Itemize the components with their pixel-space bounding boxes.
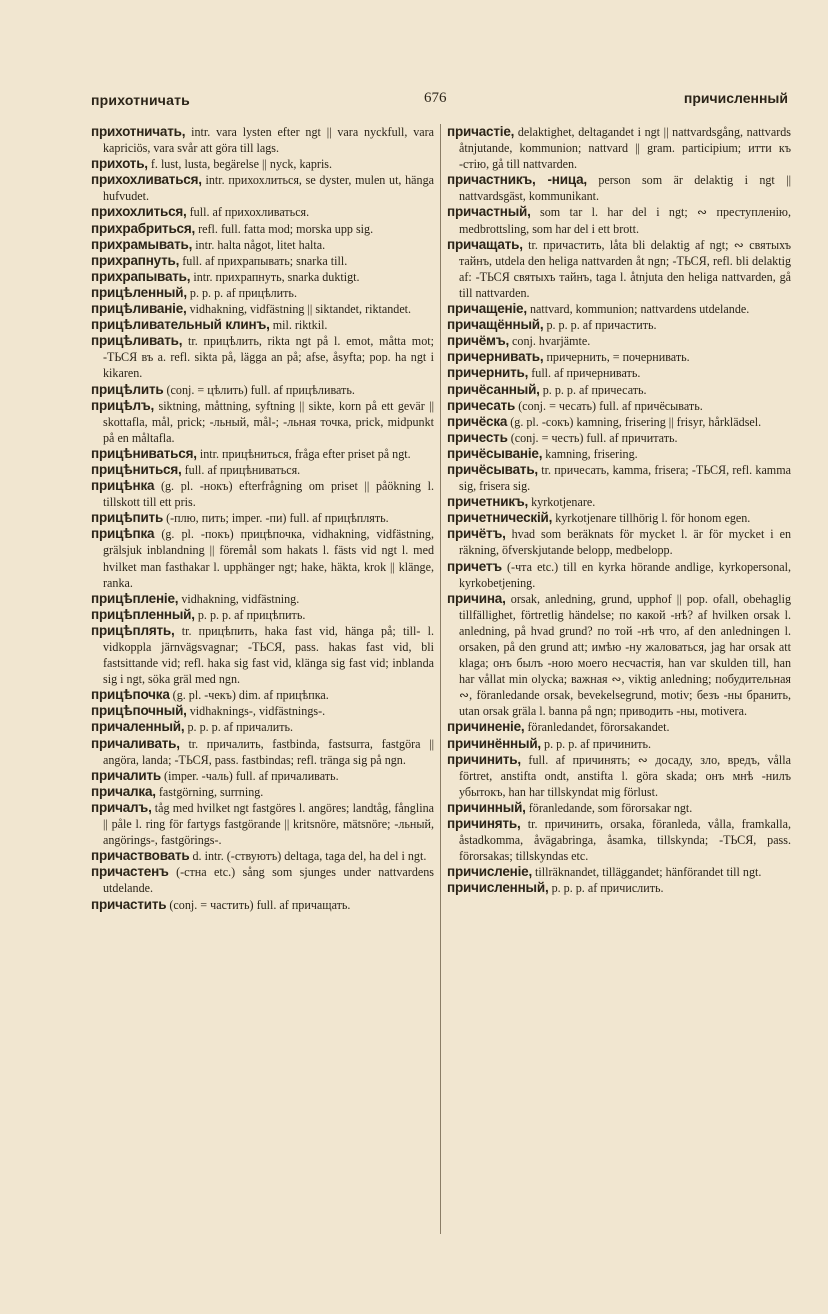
entry-definition: p. p. p. af прицѣлить.	[186, 285, 297, 300]
dictionary-entry	[447, 736, 791, 752]
running-head-left: прихотничать	[91, 92, 190, 108]
entry-headword: прихохливаться,	[91, 172, 202, 188]
dictionary-entry	[91, 301, 434, 317]
entry-headword: прицѣпка	[91, 526, 155, 542]
entry-definition: siktning, måttning, syftning || sikte, korn på ett gevär || skottafla, mål, prick; -льный, mål-; -льная точка, prick, midpunkt på en måltafla.	[103, 398, 434, 445]
entry-headword: прицѣпочный,	[91, 703, 187, 719]
entry-definition: kyrkotjenare.	[528, 495, 596, 510]
entry-headword: причёсанный,	[447, 381, 540, 397]
entry-headword: прицѣпочка	[91, 687, 170, 703]
dictionary-entry	[447, 398, 791, 414]
entry-headword: прихотничать,	[91, 124, 186, 139]
entry-definition: p. p. p. af причалить.	[184, 720, 294, 735]
dictionary-entry	[447, 591, 791, 720]
dictionary-entry	[91, 333, 434, 381]
entry-headword: прицѣпить	[91, 510, 164, 526]
entry-headword: причастникъ, -ница,	[447, 172, 587, 188]
entry-definition: (g. pl. -чекъ) dim. af прицѣпка.	[169, 688, 329, 703]
dictionary-entry	[447, 317, 791, 333]
entry-definition: tr. причалить, fastbinda, fastsurra, fastgöra || angöra, landa; -ТЬСЯ, pass. fastbindas; refl. tränga sig på ngn.	[103, 736, 434, 767]
dictionary-entry	[447, 172, 791, 204]
entry-definition: tr. причинить, orsaka, föranleda, vålla, framkalla, åstadkomma, åvägabringa, åsamka, tillskynda; -ТЬСЯ, pass. förorsakas; tillskyndas etc.	[459, 817, 791, 864]
entry-headword: прицѣленный,	[91, 284, 187, 300]
dictionary-entry	[91, 607, 434, 623]
entry-definition: (g. pl. -покъ) прицѣпочка, vidhakning, vidfästning, grälsjuk inblandning || föremål som hakats l. fästs vid ngt l. med hvilket man fasthakar l. upphänger ngt; hake, häkta, krok || klänge, ranka.	[103, 527, 434, 590]
entry-headword: причащённый,	[447, 317, 544, 333]
entry-definition: (imper. -чаль) full. af причаливать.	[161, 768, 339, 783]
entry-headword: причалка,	[91, 783, 156, 799]
entry-headword: причиненіе,	[447, 719, 525, 735]
entry-definition: mil. riktkil.	[269, 318, 328, 333]
entry-definition: conj. hvarjämte.	[509, 334, 591, 349]
dictionary-entry	[447, 816, 791, 864]
entry-definition: (-плю, пить; imper. -пи) full. af прицѣплять.	[163, 511, 389, 526]
entry-definition: föranledandet, förorsakandet.	[524, 720, 670, 735]
entry-headword: прихоть,	[91, 156, 148, 172]
dictionary-entry	[447, 559, 791, 591]
dictionary-entry	[91, 768, 434, 784]
dictionary-entry	[91, 800, 434, 848]
entry-headword: прицѣниваться,	[91, 445, 197, 461]
entry-definition: tr. причесать, kamma, frisera; -ТЬСЯ, refl. kamma sig, frisera sig.	[459, 462, 791, 494]
dictionary-entry	[91, 478, 434, 510]
left-column	[91, 124, 434, 913]
entry-definition: tåg med hvilket ngt fastgöres l. angöres; landtåg, fånglina || påle l. ring för fartygs fastgörande || kritsnöre, mätsnöre; -льный, angörings-, fastgörings-.	[103, 800, 434, 848]
entry-definition: tr. причастить, låta bli delaktig af ngt; ∾ святыхъ тайнъ, utdela den heliga nattvarden åt ngn; -ТЬСЯ, refl. bli delaktig af: -ТЬСЯ святыхъ тайнъ, taga l. åtnjuta den heliga nattvarden, gå till nattvarden.	[459, 237, 791, 300]
dictionary-entry	[447, 301, 791, 317]
dictionary-entry	[91, 156, 434, 172]
entry-definition: föranledande, som förorsakar ngt.	[525, 800, 693, 815]
entry-headword: причетническій,	[447, 510, 553, 526]
dictionary-entry	[447, 349, 791, 365]
entry-definition: (conj. = частить) full. af причащать.	[166, 897, 351, 912]
dictionary-entry	[447, 752, 791, 800]
entry-headword: причина,	[447, 590, 506, 606]
entry-definition: delaktighet, deltagandet i ngt || nattvardsgång, nattvards åtnjutande, kommunion; nattvard || gram. participium; итти къ -стію, gå till nattvarden.	[459, 125, 791, 172]
entry-headword: причастенъ	[91, 864, 169, 880]
entry-headword: причинить,	[447, 751, 521, 767]
entry-definition: intr. прихохлиться, se dyster, mulen ut, hänga hufvudet.	[103, 173, 434, 204]
dictionary-entry	[91, 623, 434, 687]
entry-headword: причетъ	[447, 558, 502, 574]
dictionary-entry	[447, 446, 791, 462]
entry-headword: прицѣлить	[91, 381, 164, 397]
dictionary-entry	[91, 237, 434, 253]
dictionary-entry	[91, 317, 434, 333]
entry-headword: причалъ,	[91, 799, 152, 815]
running-head-right: причисленный	[683, 90, 788, 106]
entry-headword: прицѣливаніе,	[91, 301, 187, 317]
entry-headword: причётъ,	[447, 526, 506, 542]
entry-definition: tr. прицѣлить, rikta ngt på l. emot, måtta mot; -ТЬСЯ въ a. refl. sikta på, lägga an på; afse, åsyfta; pop. ha ngt i kikaren.	[103, 334, 434, 381]
dictionary-entry	[447, 204, 791, 236]
dictionary-entry	[447, 365, 791, 381]
dictionary-entry	[91, 253, 434, 269]
entry-headword: прихрапнуть,	[91, 252, 180, 268]
entry-definition: som tar l. har del i ngt; ∾ преступленію, medbrottsling, som har del i ett brott.	[459, 205, 791, 236]
dictionary-entry	[91, 172, 434, 204]
entry-definition: vidhakning, vidfästning || siktandet, riktandet.	[186, 302, 412, 317]
entry-definition: (conj. = честь) full. af причитать.	[507, 430, 678, 445]
entry-headword: прицѣниться,	[91, 461, 182, 477]
entry-definition: full. af прихрапывать; snarka till.	[179, 253, 348, 268]
entry-definition: (-стна etc.) sång som sjunges under nattvardens utdelande.	[103, 865, 434, 896]
dictionary-entry	[447, 880, 791, 896]
entry-headword: причесать	[447, 397, 516, 413]
entry-headword: причинный,	[447, 799, 526, 815]
entry-headword: причаленный,	[91, 719, 185, 735]
dictionary-entry	[91, 204, 434, 220]
dictionary-entry	[447, 510, 791, 526]
entry-headword: причастіе,	[447, 124, 515, 139]
entry-definition: d. intr. (-ствуютъ) deltaga, taga del, ha del i ngt.	[189, 849, 427, 864]
dictionary-entry	[447, 494, 791, 510]
entry-headword: причёска	[447, 413, 508, 429]
entry-definition: full. af причернивать.	[528, 366, 641, 381]
entry-headword: прицѣливать,	[91, 333, 183, 349]
entry-headword: причастить	[91, 896, 167, 912]
entry-headword: причинять,	[447, 816, 521, 832]
dictionary-entry	[447, 719, 791, 735]
entry-definition: f. lust, lusta, begärelse || nyck, kapris.	[147, 157, 333, 172]
entry-definition: person som är delaktig i ngt || nattvardsgäst, kommunikant.	[459, 173, 792, 204]
entry-headword: причаливать,	[91, 735, 180, 751]
entry-definition: orsak, anledning, grund, upphof || pop. ofall, obehaglig tillfällighet, förtretlig händelse; по какой -нѣ? af hvilken orsak l. anledning, på hvad grund? по той -нѣ что, af den anledningen l. orsaken, på den grund att; имѣю -ну жаловаться, jag har orsak att klaga; онъ былъ -ною моего несчастія, han var skulden till, han har vållat min olycka; важная ∾, viktig anledning; побудительная ∾, föranledande orsak, bevekelsegrund, motiv; безъ -ны бранить, utan orsak gräla l. banna på ngn; приводить -ны, motivera.	[459, 591, 791, 719]
entry-headword: причисленіе,	[447, 864, 533, 880]
entry-definition: (conj. = цѣлить) full. af прицѣливать.	[163, 382, 355, 397]
entry-definition: tillräknandet, tilläggandet; hänförandet till ngt.	[532, 865, 762, 880]
entry-definition: tr. прицѣпить, haka fast vid, hänga på; till- l. vidkoppla järnvägsvagnar; -ТЬСЯ, pass. hakas fast vid, bli fastsittande vid; refl. haka sig fast vid, klänga sig fast vid; inblanda sig i ngt, söka gräl med ngn.	[103, 623, 434, 687]
entry-headword: причалить	[91, 767, 162, 783]
dictionary-entry	[91, 526, 434, 590]
dictionary-entry	[447, 430, 791, 446]
dictionary-entry	[91, 510, 434, 526]
dictionary-entry	[91, 462, 434, 478]
entry-definition: full. af прицѣниваться.	[181, 462, 301, 477]
entry-headword: причернивать,	[447, 349, 544, 365]
entry-definition: intr. vara lysten efter ngt || vara nyckfull, vara kapriciös, vara svår att göra till lags.	[103, 125, 434, 156]
entry-headword: причесть	[447, 429, 508, 445]
entry-headword: прицѣпленный,	[91, 606, 195, 622]
column-divider	[440, 124, 441, 1234]
dictionary-entry	[447, 462, 791, 494]
dictionary-entry	[91, 124, 434, 156]
entry-headword: причастный,	[447, 204, 531, 220]
entry-headword: прихрабриться,	[91, 220, 196, 236]
entry-definition: intr. прицѣниться, fråga efter priset på ngt.	[196, 446, 411, 461]
entry-headword: причисленный,	[447, 880, 549, 896]
dictionary-entry	[91, 269, 434, 285]
entry-definition: nattvard, kommunion; nattvardens utdelande.	[526, 302, 750, 317]
dictionary-entry	[91, 784, 434, 800]
entry-definition: (g. pl. -сокъ) kamning, frisering || frisyr, hårklädsel.	[507, 414, 762, 429]
entry-definition: hvad som beräknats för mycket l. är för mycket i en räkning, öfverskjutande belopp, medbelopp.	[459, 527, 791, 558]
dictionary-entry	[91, 687, 434, 703]
entry-definition: p. p. p. af причастить.	[543, 318, 657, 333]
entry-headword: прихрапывать,	[91, 268, 191, 284]
entry-headword: прицѣливательный клинъ,	[91, 317, 270, 333]
dictionary-entry	[91, 897, 434, 913]
dictionary-entry	[91, 719, 434, 735]
entry-definition: (-чта etc.) till en kyrka hörande andlige, kyrkopersonal, kyrkobetjening.	[459, 559, 791, 590]
entry-definition: full. af прихохливаться.	[186, 205, 310, 220]
entry-headword: прицѣплять,	[91, 622, 175, 638]
entry-headword: причёмъ,	[447, 333, 510, 349]
dictionary-entry	[91, 848, 434, 864]
entry-definition: (conj. = чесать) full. af причёсывать.	[515, 398, 703, 413]
dictionary-entry	[91, 285, 434, 301]
dictionary-entry	[447, 414, 791, 430]
entry-definition: p. p. p. af причислить.	[548, 881, 664, 896]
entry-definition: p. p. p. af причинить.	[541, 736, 652, 751]
page-header	[0, 86, 828, 116]
dictionary-entry	[447, 800, 791, 816]
dictionary-entry	[91, 382, 434, 398]
entry-headword: причащать,	[447, 236, 523, 252]
entry-definition: refl. full. fatta mod; morska upp sig.	[195, 221, 374, 236]
dictionary-entry	[91, 591, 434, 607]
entry-definition: intr. прихрапнуть, snarka duktigt.	[190, 269, 360, 284]
entry-headword: прицѣпленіе,	[91, 590, 179, 606]
dictionary-entry	[91, 398, 434, 446]
entry-headword: прицѣлъ,	[91, 397, 155, 413]
entry-headword: причаствовать	[91, 848, 190, 864]
dictionary-entry	[91, 221, 434, 237]
dictionary-entry	[447, 864, 791, 880]
entry-headword: причинённый,	[447, 735, 541, 751]
entry-definition: kyrkotjenare tillhörig l. för honom egen.	[552, 511, 751, 526]
dictionary-entry	[91, 446, 434, 462]
entry-headword: причащеніе,	[447, 301, 527, 317]
dictionary-entry	[447, 526, 791, 558]
entry-definition: vidhaknings-, vidfästnings-.	[186, 704, 326, 719]
dictionary-entry	[447, 124, 791, 172]
entry-definition: full. af причинять; ∾ досаду, зло, вредъ, vålla förtret, anstifta ondt, anstifta l. göra skada; онъ мнѣ -нилъ убытокъ, han har tillskyndat mig förlust.	[459, 752, 791, 799]
dictionary-entry	[447, 382, 791, 398]
entry-definition: kamning, frisering.	[542, 446, 638, 461]
entry-headword: причёсываніе,	[447, 445, 543, 461]
dictionary-entry	[91, 703, 434, 719]
entry-definition: (g. pl. -нокъ) efterfrågning om priset || påökning l. tillskott till ett pris.	[103, 479, 434, 510]
page-number: 676	[424, 90, 447, 106]
dictionary-entry	[91, 736, 434, 768]
entry-definition: причернить, = почернивать.	[543, 350, 690, 365]
entry-definition: p. p. p. af прицѣпить.	[194, 607, 306, 622]
entry-headword: причетникъ,	[447, 494, 529, 510]
entry-headword: прихрамывать,	[91, 236, 193, 252]
dictionary-entry	[91, 864, 434, 896]
entry-definition: vidhakning, vidfästning.	[178, 591, 300, 606]
entry-definition: fastgörning, surrning.	[155, 784, 264, 799]
entry-headword: прицѣнка	[91, 478, 155, 494]
dictionary-entry	[447, 333, 791, 349]
entry-definition: p. p. p. af причесать.	[539, 382, 647, 397]
entry-headword: прихохлиться,	[91, 204, 187, 220]
dictionary-entry	[447, 237, 791, 301]
entry-headword: причернить,	[447, 365, 529, 381]
entry-headword: причёсывать,	[447, 461, 538, 477]
right-column	[447, 124, 791, 897]
entry-definition: intr. halta något, litet halta.	[192, 237, 326, 252]
